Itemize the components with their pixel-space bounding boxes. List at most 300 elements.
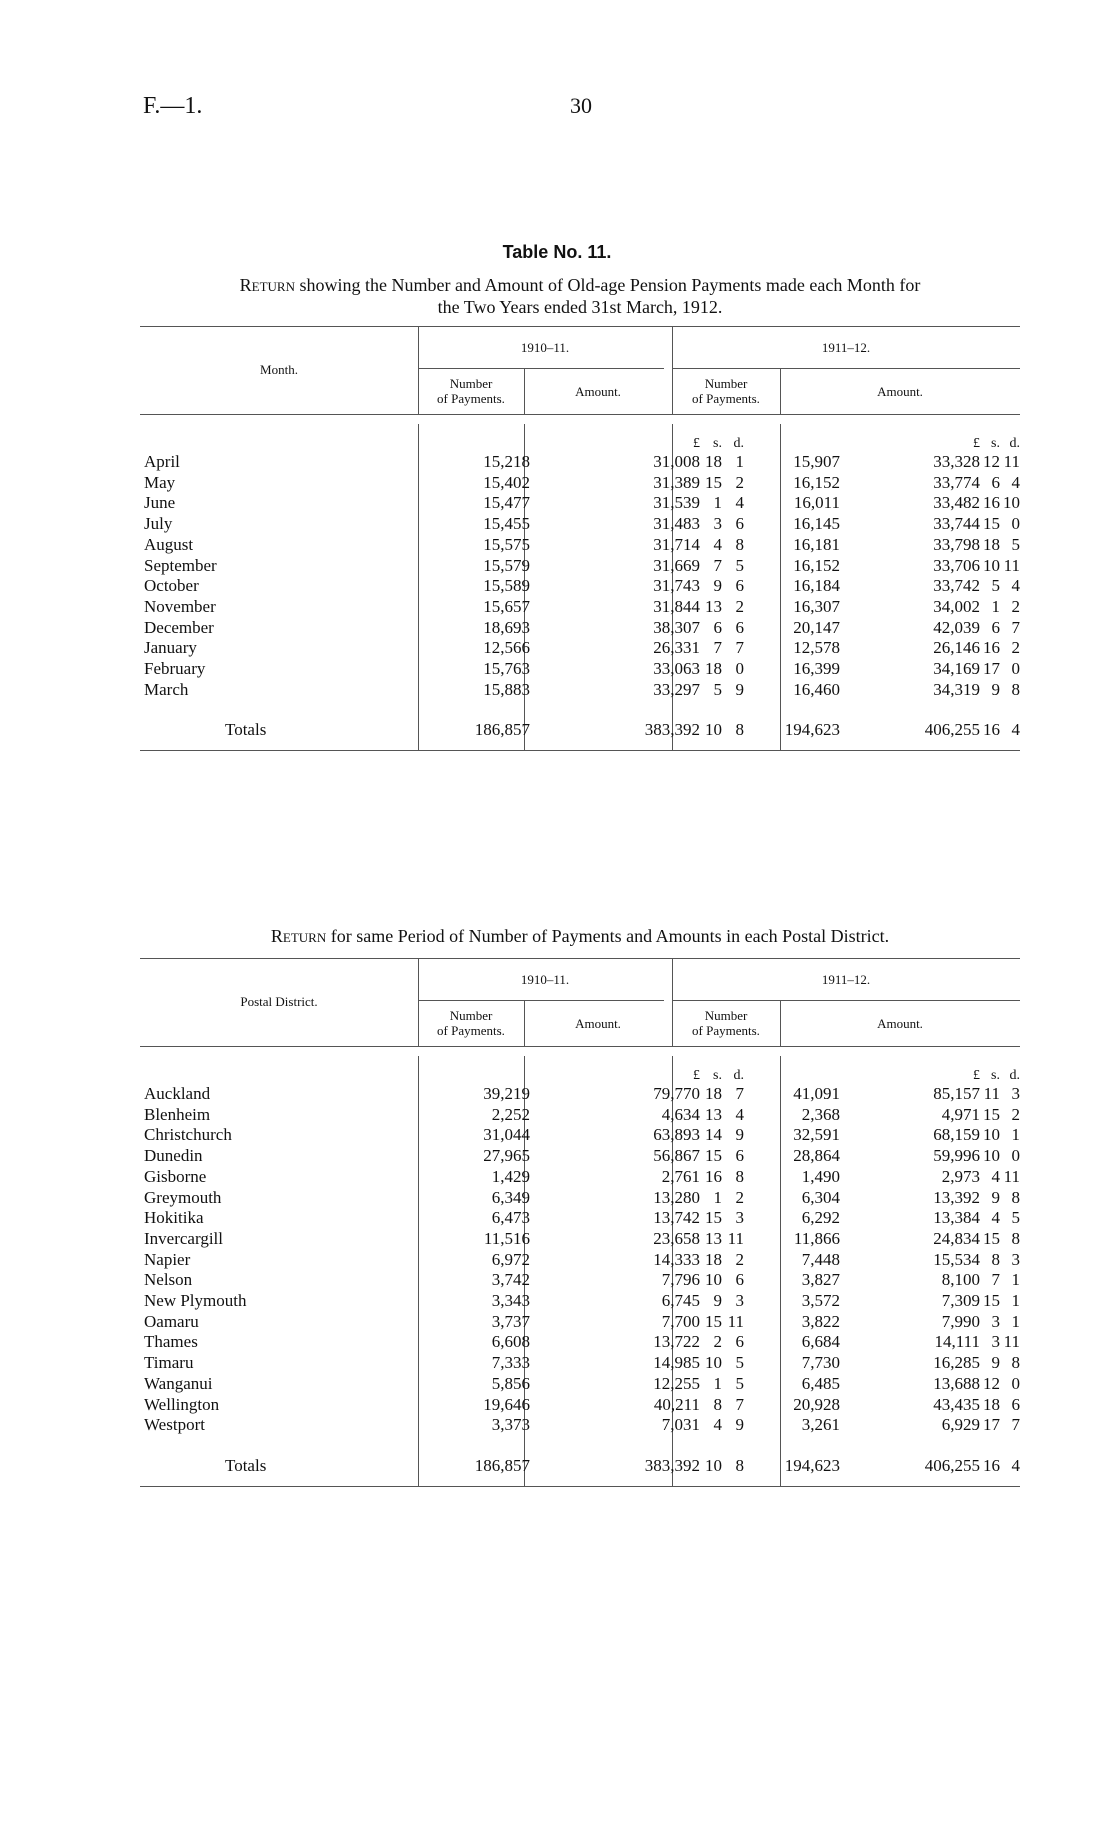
row-label: August bbox=[144, 534, 194, 554]
amount-shillings-1910-11: 18 bbox=[705, 452, 722, 471]
amount-shillings-1910-11: 13 bbox=[705, 596, 722, 616]
amount-pence-1911-12: 2 bbox=[1011, 638, 1020, 658]
amount-pounds-1910-11: 40,211 bbox=[653, 1394, 700, 1414]
unit-pence: d. bbox=[1009, 1068, 1020, 1083]
table-row bbox=[140, 1125, 1020, 1145]
amount-pence-1910-11: 6 bbox=[735, 1146, 744, 1166]
amount-pounds-1910-11: 4,634 bbox=[661, 1104, 700, 1124]
table-row bbox=[140, 452, 1020, 472]
amount-shillings-1911-12: 8 bbox=[991, 1249, 1000, 1269]
amount-shillings-1911-12: 6 bbox=[991, 617, 1000, 637]
amount-pounds-1910-11: 6,745 bbox=[661, 1291, 700, 1310]
amount-pounds-1911-12: 13,384 bbox=[933, 1208, 980, 1228]
table-row bbox=[140, 535, 1020, 555]
caption-text-line2: the Two Years ended 31st March, 1912. bbox=[437, 297, 723, 317]
amount-pounds-1910-11: 56,867 bbox=[653, 1146, 700, 1166]
number-1911-12: 6,292 bbox=[801, 1208, 840, 1228]
table-row bbox=[140, 556, 1020, 576]
amount-shillings-1910-11: 18 bbox=[705, 659, 722, 678]
amount-shillings-1910-11: 7 bbox=[713, 638, 722, 658]
amount-pounds-1911-12: 33,482 bbox=[933, 493, 980, 513]
amount-pence-1911-12: 0 bbox=[1011, 1373, 1020, 1393]
table-row bbox=[140, 659, 1020, 679]
amount-shillings-1910-11: 7 bbox=[713, 555, 722, 575]
amount-pounds-1911-12: 8,100 bbox=[941, 1270, 980, 1290]
number-1911-12: 16,152 bbox=[793, 472, 840, 492]
number-1911-12: 32,591 bbox=[793, 1125, 840, 1145]
number-1911-12: 16,145 bbox=[793, 514, 840, 534]
number-1911-12: 16,307 bbox=[793, 596, 840, 616]
amount-pence-1911-12: 8 bbox=[1011, 679, 1020, 699]
row-label: Blenheim bbox=[144, 1104, 211, 1124]
amount-shillings-1911-12: 7 bbox=[991, 1270, 1000, 1290]
amount-pence-1910-11: 9 bbox=[735, 1415, 744, 1435]
amount-pence-1910-11: 6 bbox=[735, 514, 744, 534]
amount-pounds-1911-12: 33,744 bbox=[933, 514, 980, 534]
table-row bbox=[140, 1291, 1020, 1311]
amount-shillings-1911-12: 6 bbox=[991, 472, 1000, 492]
row-label: March bbox=[144, 679, 189, 699]
amount-pence-1911-12: 1 bbox=[1011, 1270, 1020, 1290]
amount-pence-1910-11: 4 bbox=[735, 493, 744, 513]
row-label: Gisborne bbox=[144, 1166, 207, 1186]
row-label: Auckland bbox=[144, 1084, 211, 1103]
amount-shillings-1910-11: 18 bbox=[705, 1084, 722, 1103]
unit-pound: £ bbox=[693, 436, 700, 451]
amount-shillings-1911-12: 17 bbox=[983, 1415, 1000, 1435]
amount-pounds-1910-11: 31,714 bbox=[653, 534, 700, 554]
amount-pounds-1910-11: 38,307 bbox=[653, 617, 700, 637]
number-1910-11: 15,763 bbox=[483, 659, 530, 678]
amount-pence-1910-11: 3 bbox=[735, 1291, 744, 1310]
amount-pence-1910-11: 2 bbox=[735, 1187, 744, 1207]
amount-pence-1910-11: 5 bbox=[735, 1353, 744, 1373]
number-1911-12: 16,399 bbox=[793, 659, 840, 678]
amount-shillings-1910-11: 18 bbox=[705, 1249, 722, 1269]
number-1911-12: 16,152 bbox=[793, 555, 840, 575]
amount-pounds-1911-12: 42,039 bbox=[933, 617, 980, 637]
amount-pence-1911-12: 0 bbox=[1011, 659, 1020, 678]
number-1910-11: 3,373 bbox=[491, 1415, 530, 1435]
table-row bbox=[140, 1415, 1020, 1435]
amount-shillings-1911-12: 4 bbox=[991, 1166, 1000, 1186]
number-1910-11: 27,965 bbox=[483, 1146, 530, 1166]
amount-pounds-1910-11: 31,008 bbox=[653, 452, 700, 471]
amount-shillings-1910-11: 2 bbox=[713, 1332, 722, 1352]
amount-pence-1910-11: 3 bbox=[735, 1208, 744, 1228]
amount-pounds-1910-11: 63,893 bbox=[653, 1125, 700, 1145]
amount-pence-1910-11: 6 bbox=[735, 617, 744, 637]
table-row bbox=[140, 1084, 1020, 1104]
amount-pence-1911-12: 8 bbox=[1011, 1353, 1020, 1373]
amount-pounds-1910-11: 31,743 bbox=[653, 576, 700, 596]
amount-pence-1910-11: 7 bbox=[735, 638, 744, 658]
table-row bbox=[140, 493, 1020, 513]
amount-shillings-1911-12: 10 bbox=[983, 1146, 1000, 1166]
number-1911-12: 15,907 bbox=[793, 452, 840, 471]
row-label: Nelson bbox=[144, 1270, 193, 1290]
amount-shillings-1911-12: 11 bbox=[983, 1084, 1000, 1103]
amount-pence-1910-11: 7 bbox=[735, 1394, 744, 1414]
amount-shillings-1910-11: 5 bbox=[713, 679, 722, 699]
amount-pence-1911-12: 2 bbox=[1011, 596, 1020, 616]
number-1911-12: 3,572 bbox=[801, 1291, 840, 1310]
rule-year-split-2 bbox=[672, 1000, 1020, 1001]
unit-pence: d. bbox=[1009, 436, 1020, 451]
amount-header-year2: Amount. bbox=[877, 384, 923, 399]
amount-pounds-1911-12: 13,688 bbox=[933, 1373, 980, 1393]
amount-pence-1910-11: 5 bbox=[735, 1373, 744, 1393]
year2-header: 1911–12. bbox=[821, 340, 871, 355]
amount-shillings-1910-11: 9 bbox=[713, 576, 722, 596]
year1-header: 1910–11. bbox=[520, 972, 570, 987]
number-1910-11: 15,657 bbox=[483, 596, 530, 616]
amount-pence-1910-11: 8 bbox=[735, 534, 744, 554]
monthly-payments-table bbox=[140, 326, 1020, 776]
amount-shillings-1911-12: 12 bbox=[983, 1373, 1000, 1393]
number-1910-11: 7,333 bbox=[491, 1353, 530, 1373]
total-pence-1911-12: 4 bbox=[1011, 720, 1020, 740]
amount-pounds-1910-11: 33,063 bbox=[653, 659, 700, 678]
amount-shillings-1910-11: 3 bbox=[713, 514, 722, 534]
row-header-label: Month. bbox=[260, 362, 298, 377]
amount-pence-1911-12: 11 bbox=[1003, 1332, 1020, 1352]
table-row bbox=[140, 1146, 1020, 1166]
amount-shillings-1911-12: 1 bbox=[991, 596, 1000, 616]
rule-year-split-1 bbox=[418, 1000, 664, 1001]
amount-pence-1910-11: 2 bbox=[735, 596, 744, 616]
table-row bbox=[140, 1332, 1020, 1352]
row-label: Wellington bbox=[144, 1394, 220, 1414]
amount-shillings-1910-11: 15 bbox=[705, 1311, 722, 1331]
amount-pence-1911-12: 10 bbox=[1003, 493, 1020, 513]
amount-pounds-1910-11: 33,297 bbox=[653, 679, 700, 699]
table-row bbox=[140, 576, 1020, 596]
amount-pence-1911-12: 7 bbox=[1011, 617, 1020, 637]
amount-pounds-1910-11: 13,742 bbox=[653, 1208, 700, 1228]
number-1911-12: 28,864 bbox=[793, 1146, 840, 1166]
rule-header-bottom bbox=[140, 1046, 1020, 1047]
row-label: Christchurch bbox=[144, 1125, 232, 1145]
amount-header-year2: Amount. bbox=[877, 1016, 923, 1031]
caption-text: for same Period of Number of Payments and Amounts in each Postal District. bbox=[326, 926, 890, 946]
amount-pounds-1911-12: 4,971 bbox=[941, 1104, 980, 1124]
total-pounds-1910-11: 383,392 bbox=[644, 720, 700, 740]
amount-pounds-1910-11: 14,333 bbox=[653, 1249, 700, 1269]
amount-pounds-1910-11: 13,722 bbox=[653, 1332, 700, 1352]
amount-pounds-1910-11: 12,255 bbox=[653, 1373, 700, 1393]
amount-pence-1910-11: 5 bbox=[735, 555, 744, 575]
row-label: December bbox=[144, 617, 214, 637]
amount-shillings-1911-12: 15 bbox=[983, 1228, 1000, 1248]
number-1910-11: 3,742 bbox=[491, 1270, 530, 1290]
number-1910-11: 15,883 bbox=[483, 679, 530, 699]
amount-pounds-1911-12: 16,285 bbox=[933, 1353, 980, 1373]
row-label: October bbox=[144, 576, 199, 596]
amount-shillings-1910-11: 1 bbox=[713, 493, 722, 513]
amount-pounds-1911-12: 13,392 bbox=[933, 1187, 980, 1207]
table-row bbox=[140, 1353, 1020, 1373]
row-label: January bbox=[144, 638, 197, 658]
amount-pounds-1911-12: 26,146 bbox=[933, 638, 980, 658]
total-pence-1910-11: 8 bbox=[735, 1455, 744, 1475]
table-row bbox=[140, 1188, 1020, 1208]
row-label: November bbox=[144, 596, 216, 616]
amount-pence-1911-12: 1 bbox=[1011, 1291, 1020, 1310]
number-1911-12: 16,184 bbox=[793, 576, 840, 596]
number-1910-11: 1,429 bbox=[491, 1166, 530, 1186]
amount-pounds-1910-11: 13,280 bbox=[653, 1187, 700, 1207]
amount-pence-1911-12: 11 bbox=[1003, 555, 1020, 575]
amount-shillings-1911-12: 18 bbox=[983, 534, 1000, 554]
units-row bbox=[140, 434, 1020, 454]
table-row bbox=[140, 1312, 1020, 1332]
amount-shillings-1911-12: 5 bbox=[991, 576, 1000, 596]
number-header-line2: of Payments. bbox=[692, 1023, 760, 1038]
unit-shilling: s. bbox=[991, 1068, 1000, 1083]
unit-shilling: s. bbox=[713, 1068, 722, 1083]
amount-pence-1911-12: 4 bbox=[1011, 576, 1020, 596]
amount-shillings-1911-12: 15 bbox=[983, 1291, 1000, 1310]
number-1911-12: 20,147 bbox=[793, 617, 840, 637]
number-1911-12: 11,866 bbox=[793, 1228, 840, 1248]
number-header-line1: Number bbox=[704, 376, 748, 391]
table-row bbox=[140, 597, 1020, 617]
row-label: May bbox=[144, 472, 176, 492]
postal-district-table bbox=[140, 958, 1020, 1510]
caption-smallcaps: Return bbox=[239, 275, 295, 295]
table-row bbox=[140, 1250, 1020, 1270]
table-title: Table No. 11. bbox=[502, 242, 612, 262]
amount-pence-1911-12: 11 bbox=[1003, 1166, 1020, 1186]
table-row bbox=[140, 1105, 1020, 1125]
number-of-payments-header-year2 bbox=[672, 376, 780, 406]
amount-pence-1911-12: 8 bbox=[1011, 1228, 1020, 1248]
amount-shillings-1911-12: 15 bbox=[983, 514, 1000, 534]
number-1911-12: 16,011 bbox=[793, 493, 840, 513]
total-shillings-1911-12: 16 bbox=[983, 720, 1000, 740]
number-1910-11: 11,516 bbox=[483, 1228, 530, 1248]
number-1910-11: 15,575 bbox=[483, 534, 530, 554]
amount-shillings-1910-11: 6 bbox=[713, 617, 722, 637]
number-of-payments-header-year2 bbox=[672, 1008, 780, 1038]
row-label: July bbox=[144, 514, 173, 534]
table-row bbox=[140, 1167, 1020, 1187]
number-1911-12: 20,928 bbox=[793, 1394, 840, 1414]
amount-pounds-1910-11: 23,658 bbox=[653, 1228, 700, 1248]
amount-pounds-1911-12: 14,111 bbox=[934, 1332, 980, 1352]
amount-pounds-1911-12: 34,002 bbox=[933, 596, 980, 616]
amount-shillings-1910-11: 10 bbox=[705, 1270, 722, 1290]
number-1910-11: 15,477 bbox=[483, 493, 530, 513]
number-1910-11: 2,252 bbox=[491, 1104, 530, 1124]
unit-pence: d. bbox=[733, 1068, 744, 1083]
rule-year-split-2 bbox=[672, 368, 1020, 369]
amount-shillings-1911-12: 3 bbox=[991, 1332, 1000, 1352]
number-1911-12: 7,730 bbox=[801, 1353, 840, 1373]
total-shillings-1910-11: 10 bbox=[705, 720, 722, 740]
amount-shillings-1910-11: 13 bbox=[705, 1228, 722, 1248]
amount-pounds-1911-12: 33,798 bbox=[933, 534, 980, 554]
amount-pence-1910-11: 2 bbox=[735, 1249, 744, 1269]
rule-top bbox=[140, 326, 1020, 327]
row-label: September bbox=[144, 555, 217, 575]
amount-pence-1911-12: 2 bbox=[1011, 1104, 1020, 1124]
number-1910-11: 31,044 bbox=[483, 1125, 530, 1145]
number-1911-12: 41,091 bbox=[793, 1084, 840, 1103]
amount-shillings-1910-11: 14 bbox=[705, 1125, 722, 1145]
row-label: February bbox=[144, 659, 206, 678]
total-pence-1911-12: 4 bbox=[1011, 1455, 1020, 1475]
number-header-line1: Number bbox=[449, 376, 493, 391]
amount-pence-1910-11: 1 bbox=[735, 452, 744, 471]
amount-pounds-1911-12: 43,435 bbox=[933, 1394, 980, 1414]
amount-pence-1910-11: 6 bbox=[735, 1332, 744, 1352]
number-1911-12: 6,684 bbox=[801, 1332, 840, 1352]
amount-pounds-1910-11: 31,539 bbox=[653, 493, 700, 513]
amount-shillings-1911-12: 4 bbox=[991, 1208, 1000, 1228]
amount-shillings-1911-12: 10 bbox=[983, 1125, 1000, 1145]
amount-pounds-1911-12: 34,169 bbox=[933, 659, 980, 678]
number-1911-12: 3,822 bbox=[801, 1311, 840, 1331]
year1-header: 1910–11. bbox=[520, 340, 570, 355]
number-header-line1: Number bbox=[449, 1008, 493, 1023]
amount-shillings-1911-12: 18 bbox=[983, 1394, 1000, 1414]
amount-pence-1910-11: 11 bbox=[727, 1311, 744, 1331]
amount-shillings-1910-11: 4 bbox=[713, 1415, 722, 1435]
table-row bbox=[140, 680, 1020, 700]
year2-header: 1911–12. bbox=[821, 972, 871, 987]
amount-pounds-1910-11: 31,389 bbox=[653, 472, 700, 492]
table-row bbox=[140, 1270, 1020, 1290]
amount-shillings-1910-11: 16 bbox=[705, 1166, 722, 1186]
unit-pound: £ bbox=[973, 436, 980, 451]
amount-pence-1910-11: 0 bbox=[735, 659, 744, 678]
amount-pounds-1910-11: 31,844 bbox=[653, 596, 700, 616]
amount-pounds-1911-12: 33,774 bbox=[933, 472, 980, 492]
totals-label: Totals bbox=[225, 720, 267, 740]
amount-pence-1910-11: 9 bbox=[735, 679, 744, 699]
amount-shillings-1911-12: 9 bbox=[991, 679, 1000, 699]
table-row bbox=[140, 1208, 1020, 1228]
row-label: Greymouth bbox=[144, 1187, 222, 1207]
amount-pence-1911-12: 3 bbox=[1011, 1249, 1020, 1269]
row-label: April bbox=[144, 452, 180, 471]
amount-pounds-1911-12: 15,534 bbox=[933, 1249, 980, 1269]
table-row bbox=[140, 1229, 1020, 1249]
amount-pounds-1910-11: 7,796 bbox=[661, 1270, 700, 1290]
row-label: Westport bbox=[144, 1415, 205, 1435]
amount-shillings-1910-11: 15 bbox=[705, 472, 722, 492]
number-1911-12: 16,181 bbox=[793, 534, 840, 554]
number-1910-11: 3,343 bbox=[491, 1291, 530, 1310]
amount-shillings-1910-11: 1 bbox=[713, 1373, 722, 1393]
amount-pence-1911-12: 4 bbox=[1011, 472, 1020, 492]
page-number: 30 bbox=[570, 93, 592, 118]
amount-pence-1910-11: 6 bbox=[735, 576, 744, 596]
total-pounds-1910-11: 383,392 bbox=[644, 1455, 700, 1475]
amount-shillings-1911-12: 16 bbox=[983, 493, 1000, 513]
number-1910-11: 12,566 bbox=[483, 638, 530, 658]
amount-shillings-1911-12: 16 bbox=[983, 638, 1000, 658]
amount-shillings-1911-12: 9 bbox=[991, 1187, 1000, 1207]
unit-shilling: s. bbox=[713, 436, 722, 451]
total-shillings-1911-12: 16 bbox=[983, 1455, 1000, 1475]
amount-shillings-1911-12: 15 bbox=[983, 1104, 1000, 1124]
amount-shillings-1910-11: 1 bbox=[713, 1187, 722, 1207]
table-row bbox=[140, 638, 1020, 658]
total-number-1910-11: 186,857 bbox=[474, 720, 530, 740]
amount-shillings-1911-12: 3 bbox=[991, 1311, 1000, 1331]
amount-pounds-1911-12: 6,929 bbox=[941, 1415, 980, 1435]
amount-header-year1: Amount. bbox=[575, 1016, 621, 1031]
row-label: New Plymouth bbox=[144, 1291, 247, 1310]
amount-pounds-1910-11: 31,483 bbox=[653, 514, 700, 534]
totals-label: Totals bbox=[225, 1455, 267, 1475]
total-pounds-1911-12: 406,255 bbox=[924, 1455, 980, 1475]
totals-row bbox=[140, 1456, 1020, 1476]
number-1911-12: 6,304 bbox=[801, 1187, 840, 1207]
page-header-left: F.—1. bbox=[143, 93, 203, 119]
amount-pence-1910-11: 8 bbox=[735, 1166, 744, 1186]
table-row bbox=[140, 1374, 1020, 1394]
total-pounds-1911-12: 406,255 bbox=[924, 720, 980, 740]
number-1910-11: 18,693 bbox=[483, 617, 530, 637]
amount-shillings-1910-11: 4 bbox=[713, 534, 722, 554]
amount-pence-1911-12: 1 bbox=[1011, 1125, 1020, 1145]
amount-pence-1911-12: 6 bbox=[1011, 1394, 1020, 1414]
row-label: Thames bbox=[144, 1332, 198, 1352]
number-1910-11: 15,218 bbox=[483, 452, 530, 471]
amount-shillings-1911-12: 17 bbox=[983, 659, 1000, 678]
row-label: Invercargill bbox=[144, 1228, 223, 1248]
amount-shillings-1910-11: 9 bbox=[713, 1291, 722, 1310]
number-1910-11: 15,589 bbox=[483, 576, 530, 596]
amount-shillings-1910-11: 13 bbox=[705, 1104, 722, 1124]
amount-pounds-1911-12: 7,309 bbox=[941, 1291, 980, 1310]
amount-pence-1910-11: 11 bbox=[727, 1228, 744, 1248]
amount-shillings-1911-12: 9 bbox=[991, 1353, 1000, 1373]
totals-row bbox=[140, 720, 1020, 740]
total-number-1910-11: 186,857 bbox=[474, 1455, 530, 1475]
amount-pence-1911-12: 0 bbox=[1011, 514, 1020, 534]
number-of-payments-header-year1 bbox=[418, 1008, 524, 1038]
number-1910-11: 39,219 bbox=[483, 1084, 530, 1103]
total-number-1911-12: 194,623 bbox=[784, 720, 840, 740]
row-label: Timaru bbox=[144, 1353, 194, 1373]
number-1910-11: 15,455 bbox=[483, 514, 530, 534]
units-row bbox=[140, 1066, 1020, 1086]
number-1911-12: 3,261 bbox=[801, 1415, 840, 1435]
number-1911-12: 3,827 bbox=[801, 1270, 840, 1290]
amount-pence-1911-12: 11 bbox=[1003, 452, 1020, 471]
rule-year-split-1 bbox=[418, 368, 664, 369]
rule-bottom bbox=[140, 1486, 1020, 1487]
amount-pence-1911-12: 3 bbox=[1011, 1084, 1020, 1103]
amount-shillings-1910-11: 10 bbox=[705, 1353, 722, 1373]
row-header-label: Postal District. bbox=[240, 994, 318, 1009]
amount-shillings-1911-12: 12 bbox=[983, 452, 1000, 471]
amount-header-year1: Amount. bbox=[575, 384, 621, 399]
number-1910-11: 19,646 bbox=[483, 1394, 530, 1414]
number-1910-11: 15,402 bbox=[483, 472, 530, 492]
amount-pounds-1910-11: 79,770 bbox=[653, 1084, 700, 1103]
amount-pence-1911-12: 5 bbox=[1011, 1208, 1020, 1228]
number-1911-12: 1,490 bbox=[801, 1166, 840, 1186]
table-row bbox=[140, 618, 1020, 638]
amount-pence-1911-12: 0 bbox=[1011, 1146, 1020, 1166]
row-label: Oamaru bbox=[144, 1311, 199, 1331]
